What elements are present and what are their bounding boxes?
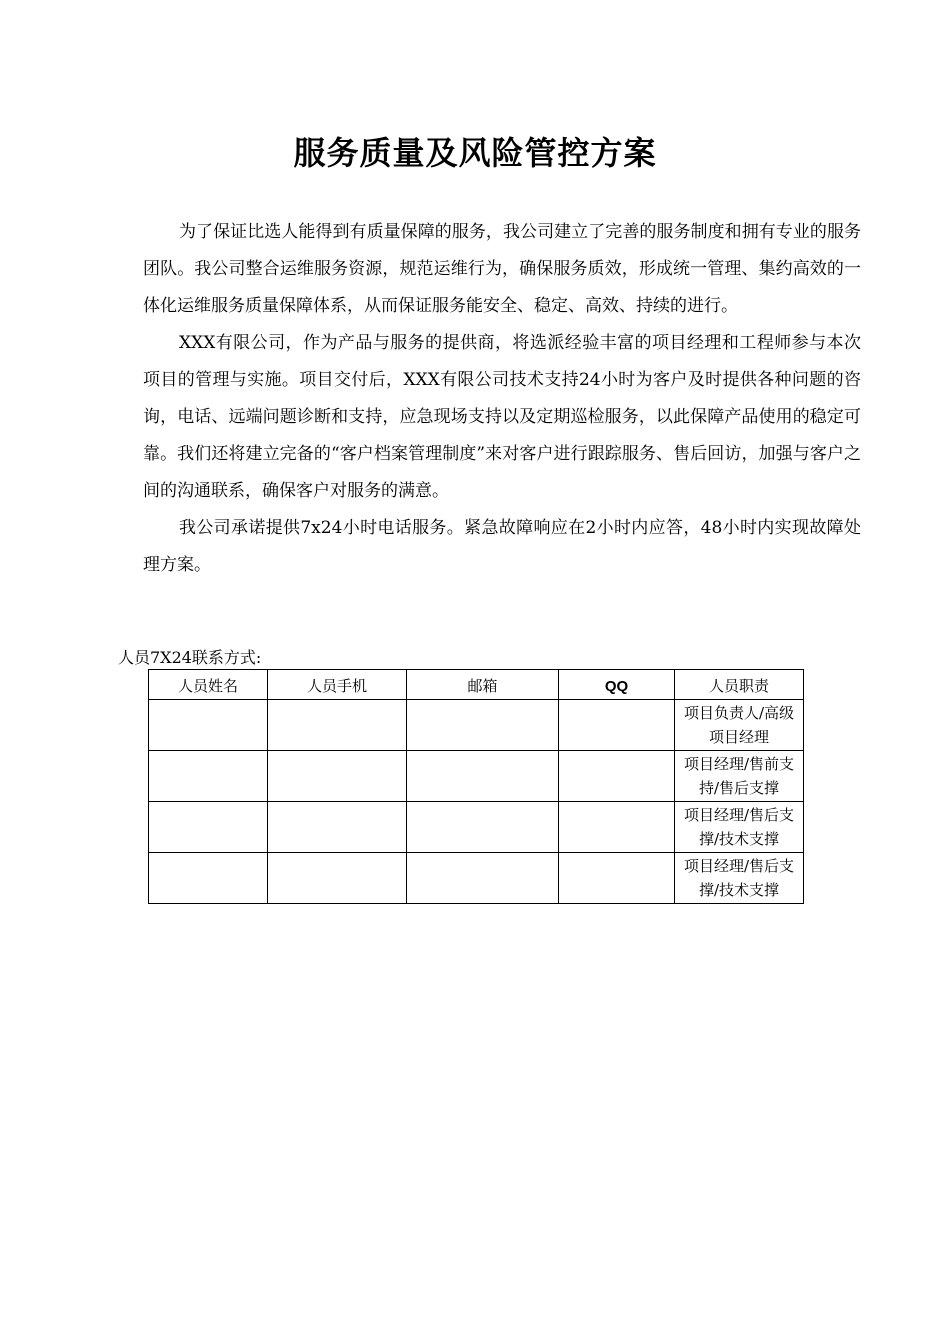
cell-email bbox=[407, 853, 559, 904]
cell-name bbox=[149, 700, 268, 751]
document-body bbox=[143, 214, 861, 584]
cell-role: 项目经理/售后支撑/技术支撑 bbox=[675, 802, 804, 853]
paragraph-response-time: 我公司承诺提供7x24小时电话服务。紧急故障响应在2小时内应答，48小时内实现故障处理方案。 bbox=[143, 518, 861, 575]
paragraph-service-commitment: 为了保证比选人能得到有质量保障的服务，我公司建立了完善的服务制度和拥有专业的服务团队。我公司整合运维服务资源，规范运维行为，确保服务质效，形成统一管理、集约高效的一体化运维服务质量保障体系，从而保证服务能安全、稳定、高效、持续的进行。 bbox=[143, 222, 861, 316]
cell-email bbox=[407, 700, 559, 751]
table-row bbox=[149, 802, 804, 853]
header-qq: QQ bbox=[559, 670, 675, 700]
cell-qq bbox=[559, 700, 675, 751]
table-row bbox=[149, 751, 804, 802]
cell-email bbox=[407, 802, 559, 853]
cell-role: 项目负责人/高级项目经理 bbox=[675, 700, 804, 751]
paragraph-company-support: XXX有限公司，作为产品与服务的提供商，将选派经验丰富的项目经理和工程师参与本次项目的管理与实施。项目交付后，XXX有限公司技术支持24小时为客户及时提供各种问题的咨询，电话、远端问题诊断和支持，应急现场支持以及定期巡检服务，以此保障产品使用的稳定可靠。我们还将建立完备的“客户档案管理制度”来对客户进行跟踪服务、售后回访，加强与客户之间的沟通联系，确保客户对服务的满意。 bbox=[143, 333, 861, 501]
table-row bbox=[149, 700, 804, 751]
cell-qq bbox=[559, 853, 675, 904]
header-email: 邮箱 bbox=[407, 670, 559, 700]
cell-phone bbox=[268, 700, 407, 751]
cell-name bbox=[149, 751, 268, 802]
page-title: 服务质量及风险管控方案 bbox=[293, 134, 657, 173]
cell-qq bbox=[559, 751, 675, 802]
cell-role: 项目经理/售后支撑/技术支撑 bbox=[675, 853, 804, 904]
contacts-caption: 人员7X24联系方式: bbox=[118, 648, 262, 667]
cell-role: 项目经理/售前支持/售后支撑 bbox=[675, 751, 804, 802]
cell-email bbox=[407, 751, 559, 802]
cell-phone bbox=[268, 802, 407, 853]
table-header-row bbox=[149, 670, 804, 700]
header-phone: 人员手机 bbox=[268, 670, 407, 700]
cell-phone bbox=[268, 751, 407, 802]
cell-phone bbox=[268, 853, 407, 904]
table-row bbox=[149, 853, 804, 904]
cell-name bbox=[149, 853, 268, 904]
cell-qq bbox=[559, 802, 675, 853]
header-name: 人员姓名 bbox=[149, 670, 268, 700]
header-role: 人员职责 bbox=[675, 670, 804, 700]
contacts-table bbox=[148, 669, 804, 904]
cell-name bbox=[149, 802, 268, 853]
